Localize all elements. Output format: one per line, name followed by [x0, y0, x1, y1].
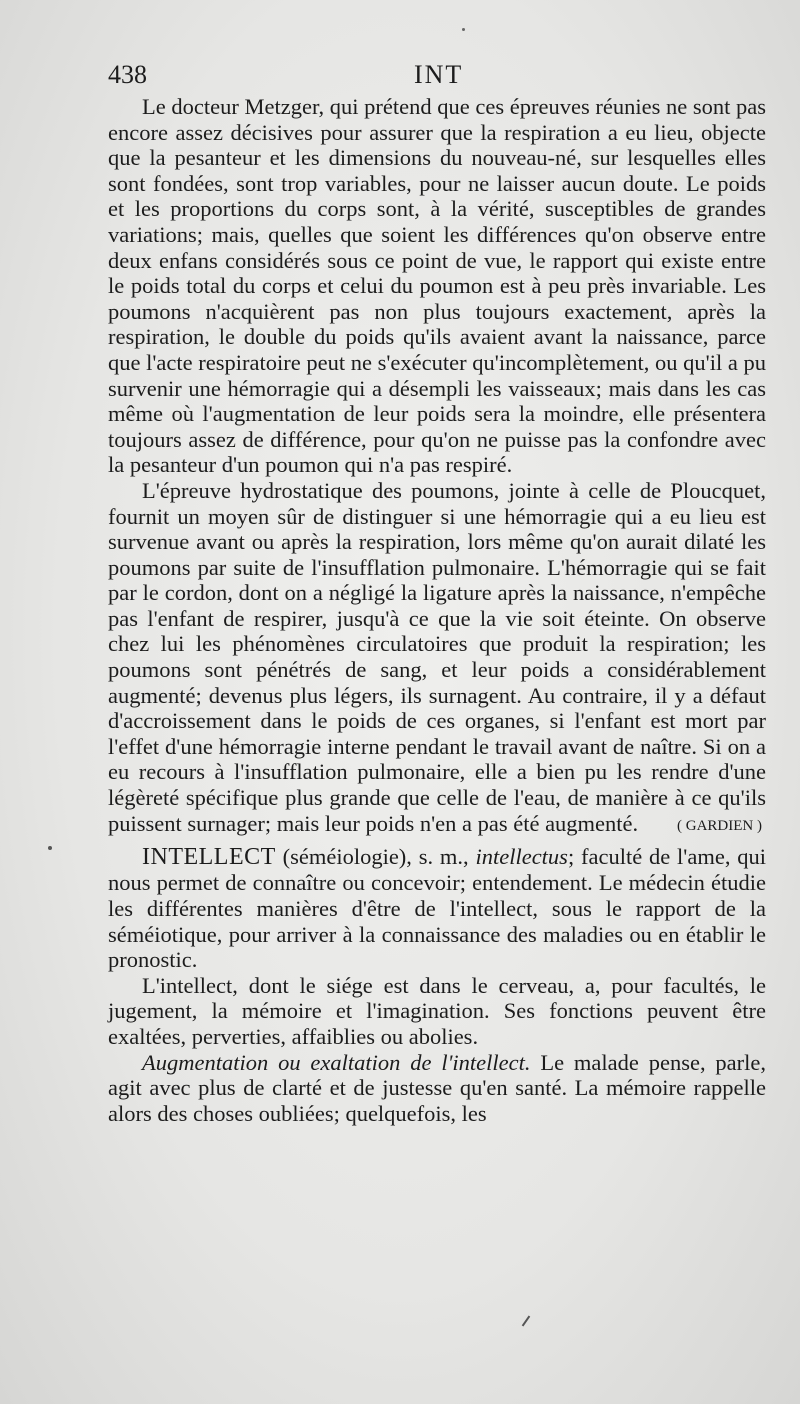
entry-latin: intellectus	[475, 843, 568, 869]
page-header	[108, 60, 766, 94]
running-head: INT	[414, 60, 464, 89]
entry-headword: INTELLECT	[142, 843, 276, 870]
section-text: Le malade pense, parle, agit avec plus de clarté et de justesse qu'en santé. La mémoire rappelle alors des choses oubliées; quelquefois, les	[108, 1049, 766, 1126]
paragraph-metzger: Le docteur Metzger, qui prétend que ces épreuves réunies ne sont pas encore assez décisives pour assurer que la respiration a eu lieu, objecte que la pesanteur et les dimensions du nouveau-né, sur lesquelles elles sont fondées, sont trop variables, pour ne laisser aucun doute. Le poids et les proportions du corps sont, à la vérité, susceptibles de grandes variations; mais, quelles que soient les différences qu'on observe entre deux enfans considérés sous ce point de vue, le rapport qui existe entre le poids total du corps et celui du poumon est à peu près invariable. Les poumons n'acquièrent pas non plus toujours exactement, après la respiration, le double du poids qu'ils avaient avant la naissance, parce que l'acte respiratoire peut ne s'exécuter qu'incomplètement, ou qu'il a pu survenir une hémorragie qui a désempli les vaisseaux; mais dans les cas même où l'augmentation de leur poids sera la moindre, elle présentera toujours assez de différence, pour qu'on ne puisse pas la confondre avec la pesanteur d'un poumon qui n'a pas respiré.	[108, 94, 766, 478]
speck	[48, 846, 52, 850]
paragraph-hydrostatic: L'épreuve hydrostatique des poumons, jointe à celle de Ploucquet, fournit un moyen sûr de distinguer si une hémorragie qui a eu lieu est survenue avant ou après la respiration, lors même qu'on aurait dilaté les poumons par suite de l'insufflation pulmonaire. L'hémorragie qui se fait par le cordon, dont on a négligé la ligature après la naissance, n'empêche pas l'enfant de respirer, jusqu'à ce que la vie soit éteinte. On observe chez lui les phénomènes circulatoires que produit la respiration; les poumons sont pénétrés de sang, et leur poids a considérablement augmenté; devenus plus légers, ils surnagent. Au contraire, il y a défaut d'accroissement dans le poids de ces organes, si l'enfant est mort par l'effet d'une hémorragie interne pendant le travail avant de naître. Si on a eu recours à l'insufflation pulmonaire, elle a bien pu les rendre d'une légèreté spécifique plus grande que celle de l'eau, de manière à ce qu'ils puissent surnager; mais leur poids n'en a pas été augmenté.	[108, 477, 766, 836]
author-signature: ( GARDIEN )	[677, 818, 762, 835]
entry-definition: ; faculté de l'ame, qui nous permet de connaître ou concevoir; entendement. Le médecin étudie les différentes manières d'être de l'intellect, sous le rapport de la séméiotique, pour arriver à la connaissance des maladies ou en établir le pronostic.	[108, 843, 766, 973]
entry-grammar: (séméiologie), s. m.,	[275, 843, 476, 869]
paragraph-faculties: L'intellect, dont le siége est dans le cerveau, a, pour facultés, le jugement, la mémoire et l'imagination. Ses fonctions peuvent être exaltées, perverties, affaiblies ou abolies.	[108, 972, 766, 1049]
speck	[522, 1316, 531, 1327]
speck	[462, 28, 465, 31]
paragraph-augmentation	[108, 1050, 766, 1127]
dictionary-entry	[108, 844, 766, 973]
page-body	[108, 94, 766, 1126]
page-number: 438	[108, 60, 147, 89]
section-heading: Augmentation ou exaltation de l'intellect.	[142, 1049, 531, 1075]
